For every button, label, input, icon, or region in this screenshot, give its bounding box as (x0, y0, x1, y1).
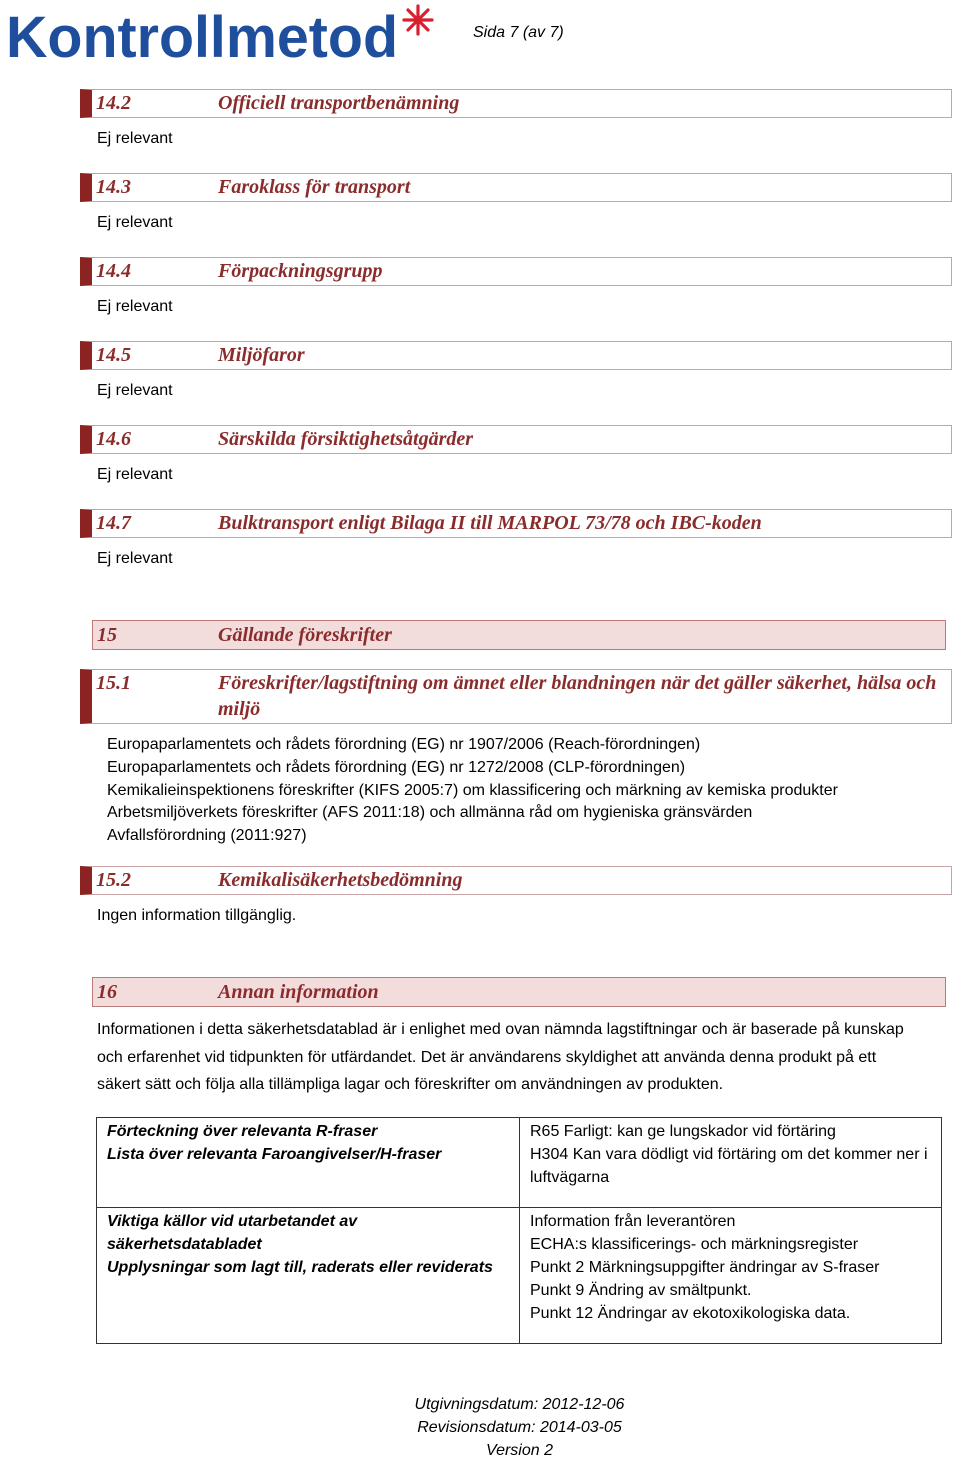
section-title: Faroklass för transport (218, 176, 411, 198)
list-item: Avfallsförordning (2011:927) (107, 827, 307, 845)
list-item: Europaparlamentets och rådets förordning (EG) nr 1907/2006 (Reach-förordningen) (107, 736, 701, 753)
table-value-cell (520, 1118, 942, 1208)
section-title: Gällande föreskrifter (218, 624, 392, 646)
section-number: 14.4 (96, 260, 131, 282)
section-number: 14.7 (96, 512, 131, 534)
section-header-15-2 (80, 866, 952, 895)
section-number: 14.2 (96, 92, 131, 114)
section-header-15-1 (80, 669, 952, 724)
section-title: Förpackningsgrupp (218, 260, 383, 282)
section-number: 15.1 (96, 672, 131, 694)
table-row (97, 1118, 942, 1208)
section-title: Särskilda försiktighetsåtgärder (218, 428, 474, 450)
table-label: Upplysningar som lagt till, raderats eller reviderats (107, 1259, 493, 1276)
list-item: Europaparlamentets och rådets förordning (EG) nr 1272/2008 (CLP-förordningen) (107, 758, 686, 776)
table-value-cell (520, 1208, 942, 1344)
list-item: Arbetsmiljöverkets föreskrifter (AFS 2011:18) och allmänna råd om hygieniska gränsvärden (107, 804, 753, 822)
section-title: Annan information (218, 981, 379, 1003)
table-value: Information från leverantören (530, 1213, 736, 1230)
section-header-14-7 (80, 509, 952, 538)
table-label-cell (97, 1118, 520, 1208)
section-number: 14.6 (96, 428, 131, 450)
table-label: Lista över relevanta Faroangivelser/H-fraser (107, 1146, 442, 1163)
section-text: Ej relevant (97, 550, 173, 567)
section-header-14-6 (80, 425, 952, 454)
section-title: Officiell transportbenämning (218, 92, 460, 114)
table-value: H304 Kan vara dödligt vid förtäring om det kommer ner i luftvägarna (530, 1146, 928, 1186)
section-text: Ej relevant (97, 214, 173, 231)
list-item: Kemikalieinspektionens föreskrifter (KIFS 2005:7) om klassificering och märkning av kemiska produkter (107, 781, 838, 799)
info-paragraph: Informationen i detta säkerhetsdatablad är i enlighet med ovan nämnda lagstiftningar och är baserade på kunskap och erfarenhet vid tidpunkten för utfärdandet. Det är användarens skyldighet att använda denna produkt på ett säkert sätt och följa alla tillämpliga lagar och föreskrifter om användningen av produkten. (97, 1021, 904, 1093)
company-logo (6, 4, 436, 66)
table-label: Förteckning över relevanta R-fraser (107, 1123, 378, 1140)
table-value: ECHA:s klassificerings- och märkningsregister (530, 1236, 859, 1253)
table-row (97, 1208, 942, 1344)
table-value: Punkt 9 Ändring av smältpunkt. (530, 1282, 752, 1299)
section-text: Ej relevant (97, 298, 173, 315)
section-header-15 (92, 620, 946, 650)
version-label: Version 2 (486, 1442, 553, 1459)
logo-graphic (6, 4, 436, 66)
section-header-14-5 (80, 341, 952, 370)
star-icon (404, 6, 432, 34)
section-header-16 (92, 977, 946, 1007)
logo-wordmark: Kontrollmetod (6, 5, 398, 66)
section-title: Miljöfaror (218, 344, 305, 366)
table-value: Punkt 12 Ändringar av ekotoxikologiska data. (530, 1305, 851, 1322)
section-title: Bulktransport enligt Bilaga II till MARPOL 73/78 och IBC-koden (218, 512, 762, 534)
section-number: 14.5 (96, 344, 131, 366)
info-table (96, 1117, 942, 1344)
revision-date: Revisionsdatum: 2014-03-05 (417, 1419, 622, 1436)
issue-date: Utgivningsdatum: 2012-12-06 (414, 1396, 625, 1413)
footer (0, 1393, 960, 1462)
section-number: 15.2 (96, 869, 131, 891)
table-value: Punkt 2 Märkningsuppgifter ändringar av S-fraser (530, 1259, 880, 1276)
section-header-14-3 (80, 173, 952, 202)
section-header-14-2 (80, 89, 952, 118)
section-text: Ej relevant (97, 130, 173, 147)
table-value: R65 Farligt: kan ge lungskador vid förtäring (530, 1123, 836, 1140)
section-header-14-4 (80, 257, 952, 286)
section-title: Föreskrifter/lagstiftning om ämnet eller blandningen när det gäller säkerhet, hälsa och miljö (218, 672, 937, 720)
table-label-cell (97, 1208, 520, 1344)
section-title: Kemikalisäkerhetsbedömning (218, 869, 463, 891)
section-number: 14.3 (96, 176, 131, 198)
section-number: 16 (97, 981, 117, 1003)
page-number: Sida 7 (av 7) (473, 24, 564, 41)
section-text: Ingen information tillgänglig. (97, 907, 297, 924)
section-text: Ej relevant (97, 382, 173, 399)
table-label: Viktiga källor vid utarbetandet av säkerhetsdatabladet (107, 1213, 358, 1253)
regulation-list (107, 734, 838, 848)
section-number: 15 (97, 624, 117, 646)
section-text: Ej relevant (97, 466, 173, 483)
